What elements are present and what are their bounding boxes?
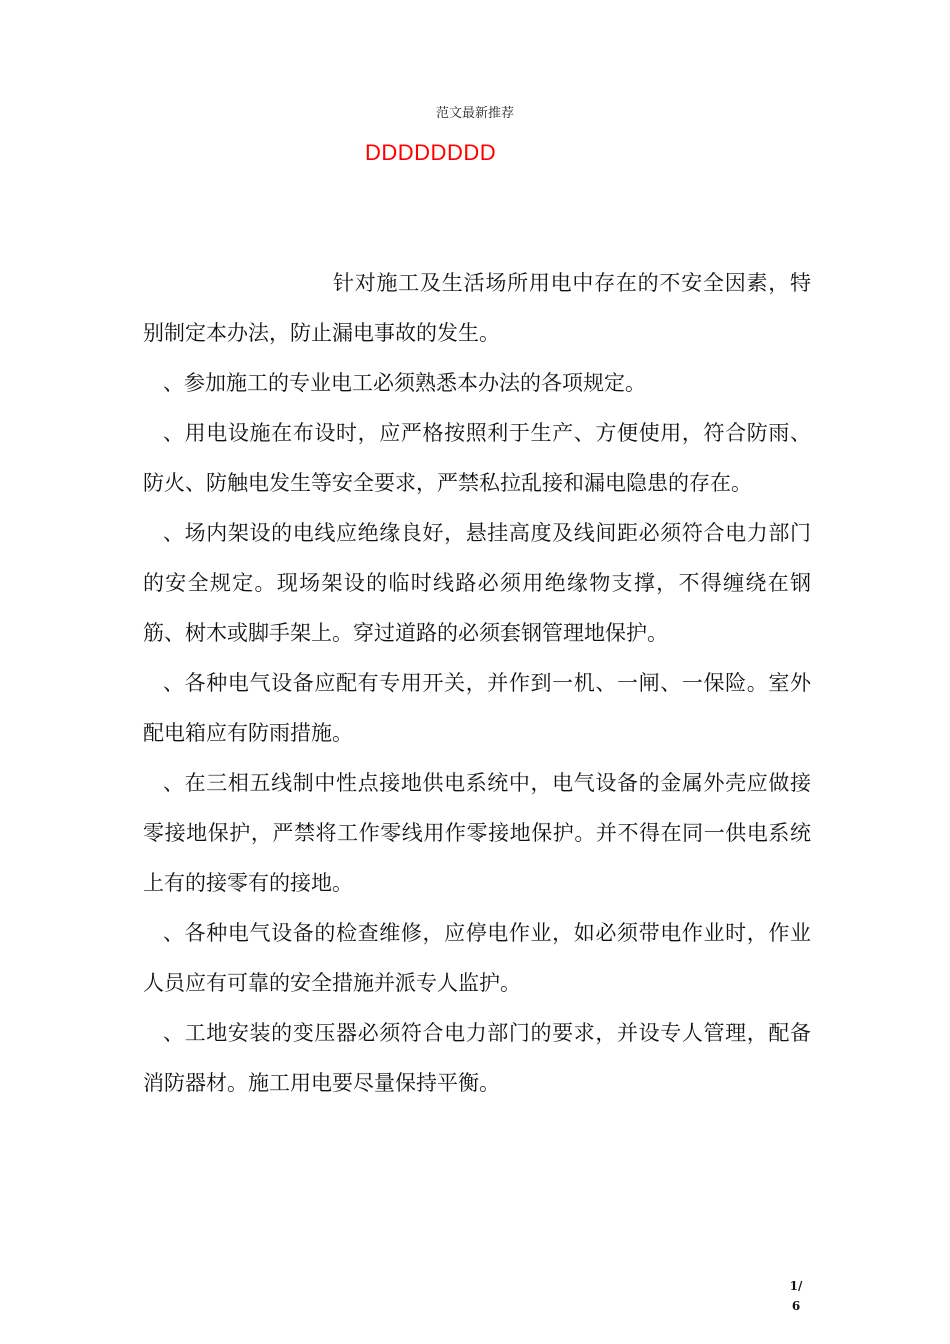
paragraph-rule-6: 、各种电气设备的检查维修，应停电作业，如必须带电作业时，作业人员应有可靠的安全措施并派专人监护。: [143, 921, 811, 995]
paragraph-rule-4: 、各种电气设备应配有专用开关，并作到一机、一闸、一保险。室外配电箱应有防雨措施。: [143, 671, 811, 745]
document-title: DDDDDDDD: [365, 140, 497, 165]
paragraph-intro: 针对施工及生活场所用电中存在的不安全因素，特别制定本办法，防止漏电事故的发生。: [143, 271, 811, 345]
page-number-current: 1/: [789, 1279, 803, 1293]
paragraph-rule-5: 、在三相五线制中性点接地供电系统中，电气设备的金属外壳应做接零接地保护，严禁将工作零线用作零接地保护。并不得在同一供电系统上有的接零有的接地。: [143, 771, 811, 895]
paragraph-rule-3: 、场内架设的电线应绝缘良好，悬挂高度及线间距必须符合电力部门的安全规定。现场架设的临时线路必须用绝缘物支撑，不得缠绕在钢筋、树木或脚手架上。穿过道路的必须套钢管理地保护。: [143, 521, 811, 645]
page-number: [786, 1276, 806, 1316]
paragraph-rule-2: 、用电设施在布设时，应严格按照利于生产、方便使用，符合防雨、防火、防触电发生等安全要求，严禁私拉乱接和漏电隐患的存在。: [143, 421, 811, 495]
page-header: 范文最新推荐: [435, 106, 514, 121]
paragraph-rule-7: 、工地安装的变压器必须符合电力部门的要求，并设专人管理，配备消防器材。施工用电要尽量保持平衡。: [143, 1021, 811, 1095]
page-number-total: 6: [791, 1299, 801, 1313]
document-body: [143, 258, 811, 1108]
paragraph-rule-1: 、参加施工的专业电工必须熟悉本办法的各项规定。: [163, 371, 646, 395]
